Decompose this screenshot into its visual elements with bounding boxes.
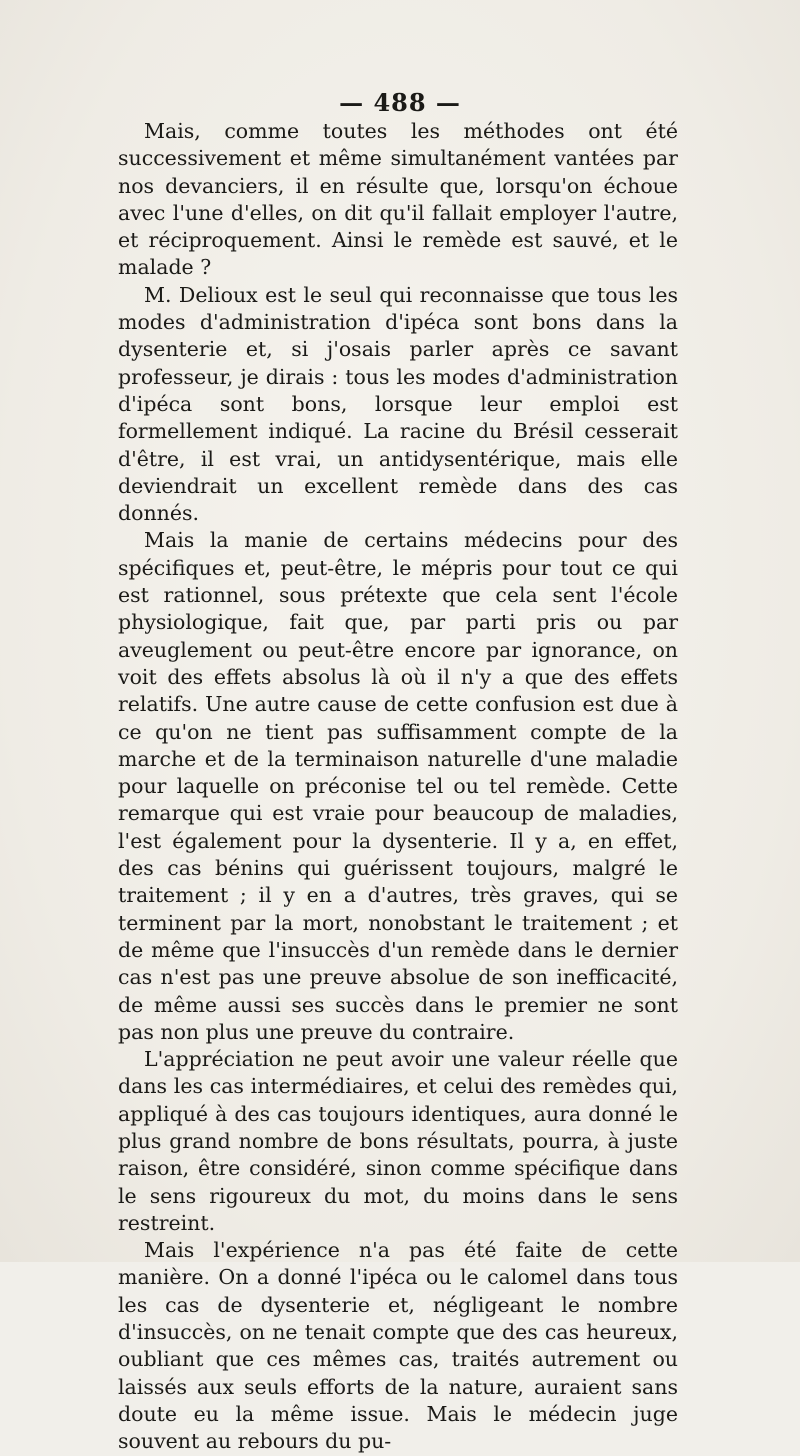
paragraph-5: Mais l'expérience n'a pas été faite de cette manière. On a donné l'ipéca ou le calomel dans tous les cas de dysenterie et, négligeant le nombre d'insuccès, on ne tenait compte que des cas heureux, oubliant que ces mêmes cas, traités autrement ou laissés aux seuls efforts de la nature, auraient sans doute eu la même issue. Mais le médecin juge souvent au rebours du pu-	[118, 1238, 678, 1454]
paragraph-1: Mais, comme toutes les méthodes ont été successivement et même simultanément vantées par nos devanciers, il en résulte que, lorsqu'on échoue avec l'une d'elles, on dit qu'il fallait employer l'autre, et réciproquement. Ainsi le remède est sauvé, et le malade ?	[118, 119, 678, 280]
paragraph-3: Mais la manie de certains médecins pour des spécifiques et, peut-être, le mépris pour tout ce qui est rationnel, sous prétexte que cela sent l'école physiologique, fait que, par parti pris ou par aveuglement ou peut-être encore par ignorance, on voit des effets absolus là où il n'y a que des effets relatifs. Une autre cause de cette confusion est due à ce qu'on ne tient pas suffisamment compte de la marche et de la terminaison naturelle d'une maladie pour laquelle on préconise tel ou tel remède. Cette remarque qui est vraie pour beaucoup de maladies, l'est également pour la dysenterie. Il y a, en effet, des cas bénins qui guérissent toujours, malgré le traitement ; il y en a d'autres, très graves, qui se terminent par la mort, nonobstant le traitement ; et de même que l'insuccès d'un remède dans le dernier cas n'est pas une preuve absolue de son inefficacité, de même aussi ses succès dans le premier ne sont pas non plus une preuve du contraire.	[118, 528, 678, 1044]
paragraph-2: M. Delioux est le seul qui reconnaisse que tous les modes d'administration d'ipéca sont bons dans la dysenterie et, si j'osais parler après ce savant professeur, je dirais : tous les modes d'administration d'ipéca sont bons, lorsque leur emploi est formellement indiqué. La racine du Brésil cesserait d'être, il est vrai, un antidysentérique, mais elle deviendrait un excellent remède dans des cas donnés.	[118, 282, 678, 526]
page-number: — 488 —	[339, 88, 461, 117]
body-text	[118, 118, 678, 1456]
paragraph-4: L'appréciation ne peut avoir une valeur réelle que dans les cas intermédiaires, et celui des remèdes qui, appliqué à des cas toujours identiques, aura donné le plus grand nombre de bons résultats, pourra, à juste raison, être considéré, sinon comme spécifique dans le sens rigoureux du mot, du moins dans le sens restreint.	[118, 1047, 678, 1235]
